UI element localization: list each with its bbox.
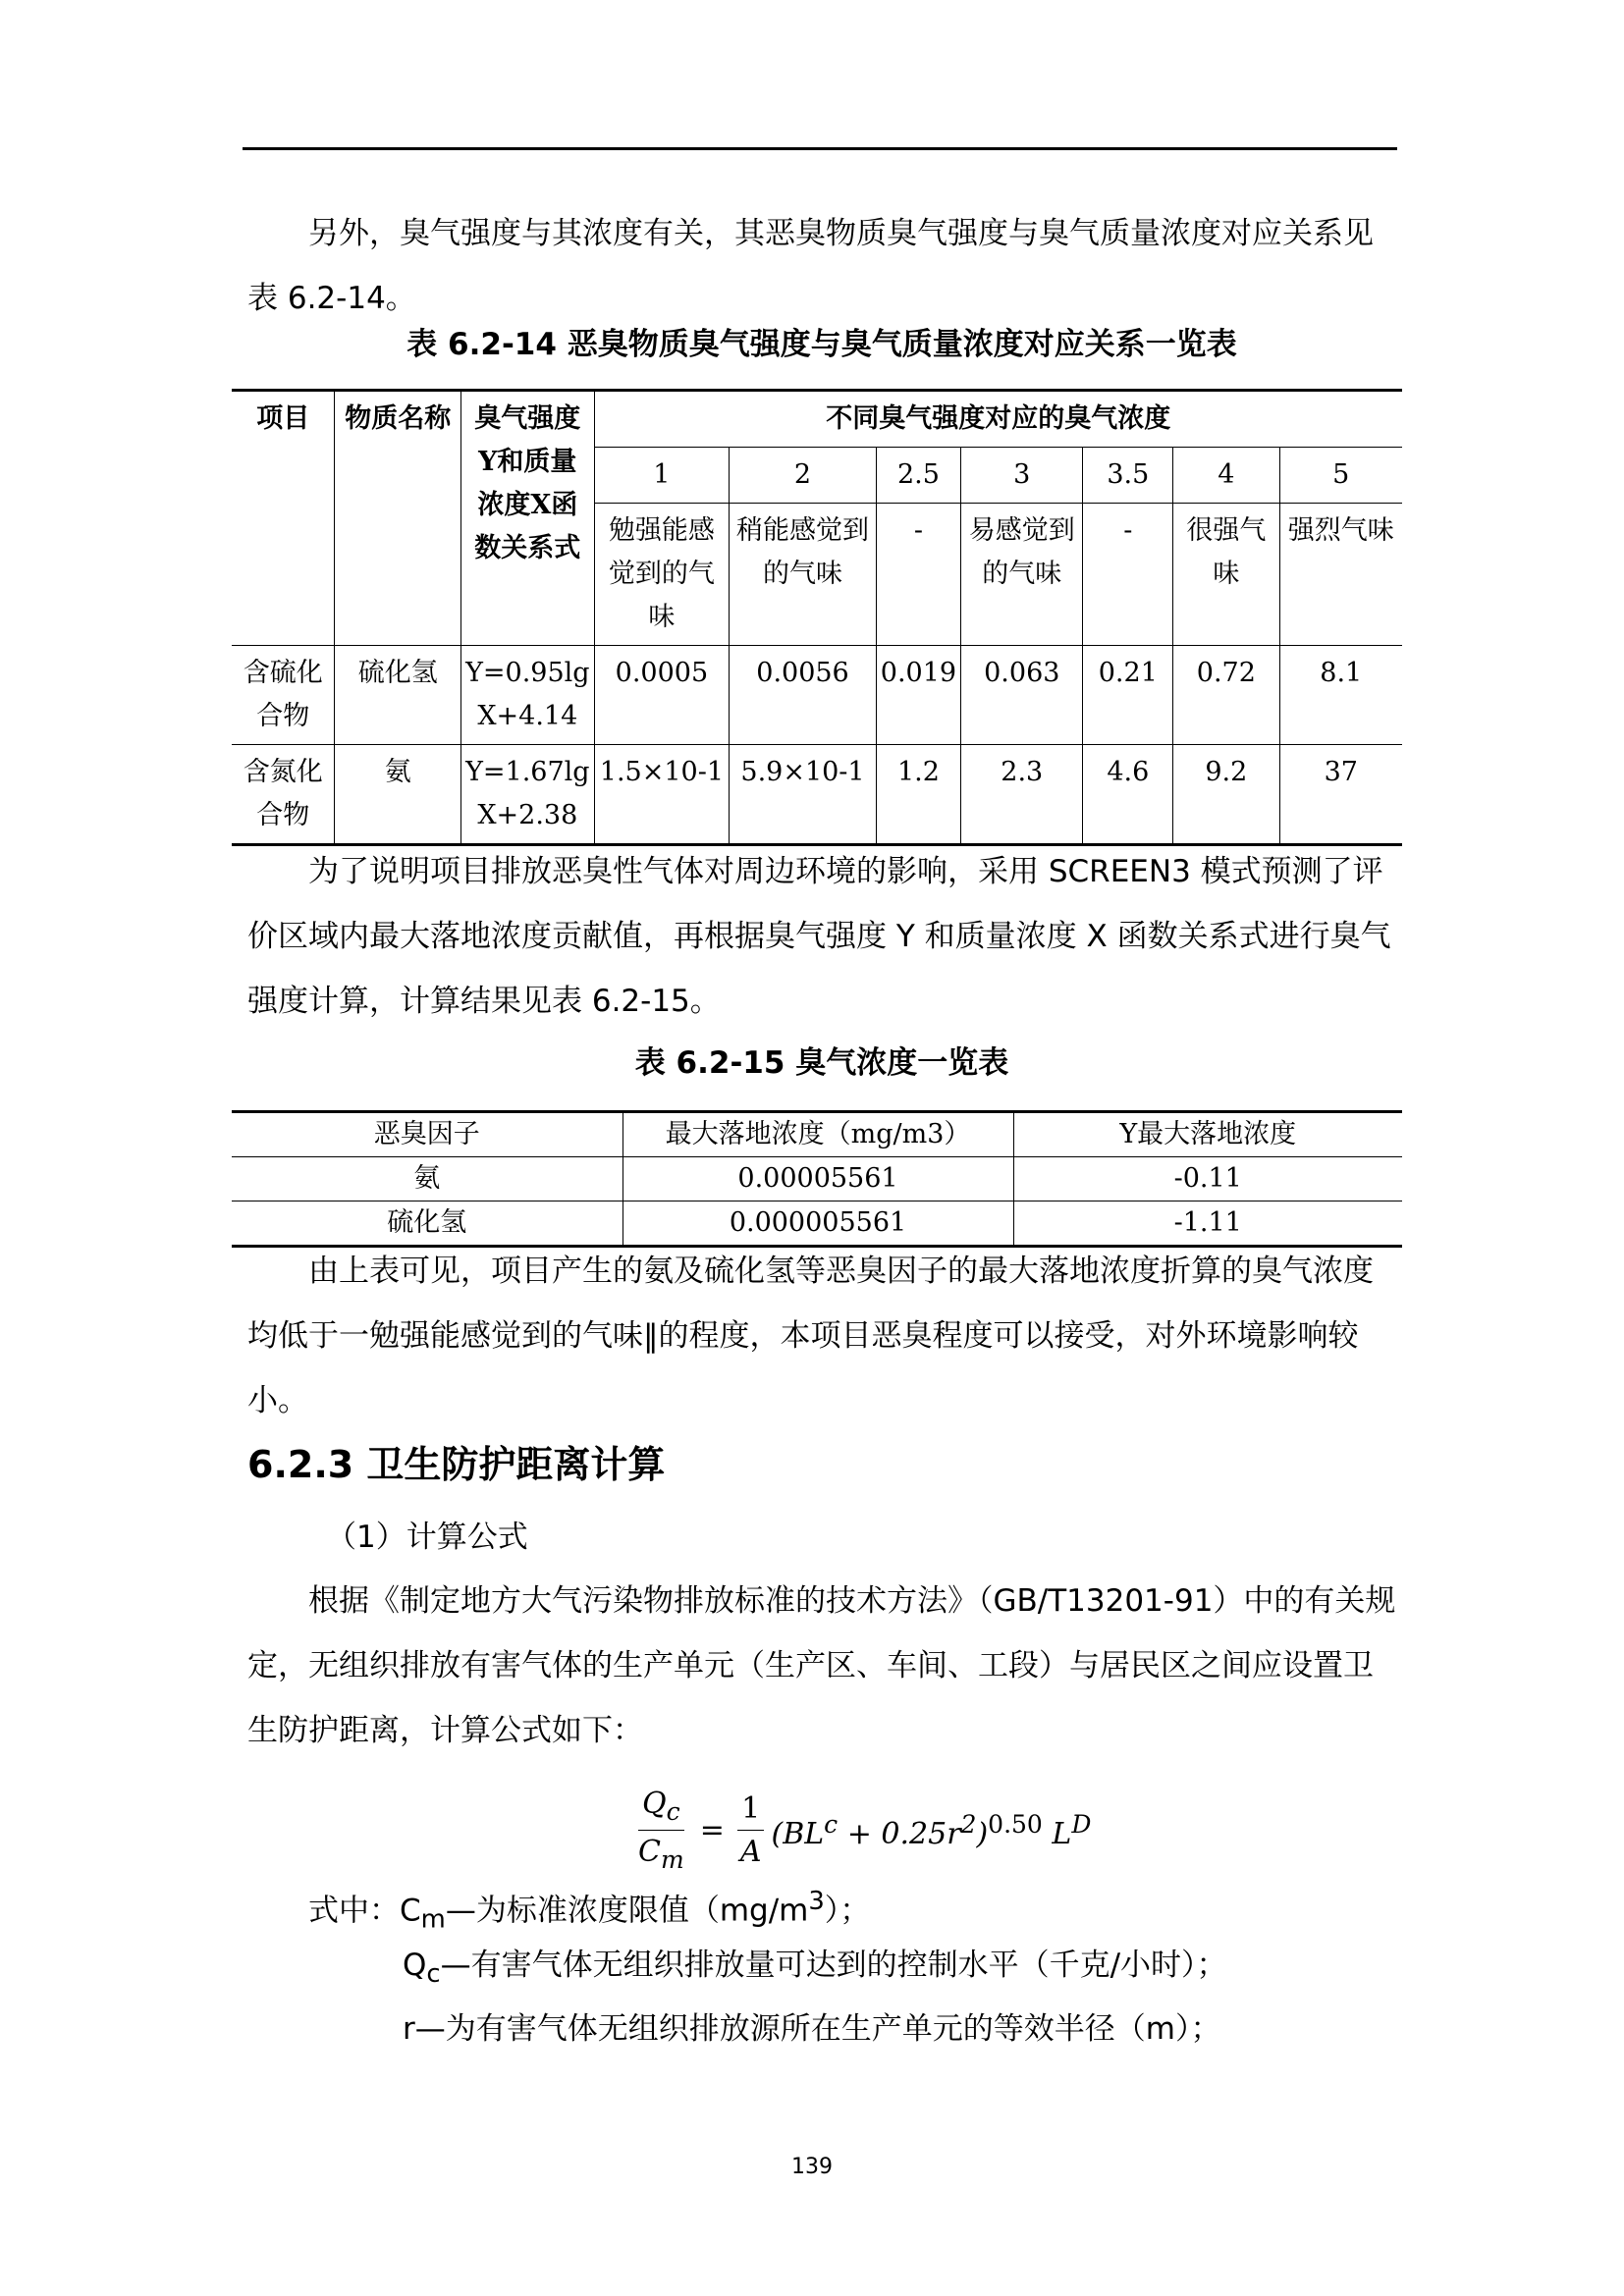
table-row <box>232 745 1402 845</box>
description-cell: 勉强能感觉到的气味 <box>594 504 730 646</box>
description-cell: 稍能感觉到的气味 <box>730 504 877 646</box>
odor-intensity-table <box>232 389 1402 846</box>
paragraph-conclusion: 由上表可见，项目产生的氨及硫化氢等恶臭因子的最大落地浓度折算的臭气浓度均低于一勉强能感觉到的气味‖的程度，本项目恶臭程度可以接受，对外环境影响较小。 <box>247 1254 1374 1418</box>
value-cell: 0.21 <box>1083 646 1173 745</box>
value-cell: 8.1 <box>1279 646 1402 745</box>
definition-cm: 式中：$C_m—$为标准浓度限值$(mg/m^3)$； <box>308 1887 871 1935</box>
factor-cell: 氨 <box>232 1157 623 1201</box>
row-relation: Y=1.67lg X+2.38 <box>461 745 594 845</box>
odor-concentration-table <box>232 1110 1402 1248</box>
header-y-value: Y最大落地浓度 <box>1013 1112 1402 1157</box>
definition-r: r—为有害气体无组织排放源所在生产单元的等效半径（m）； <box>403 2011 1221 2047</box>
paragraph-screen3: 为了说明项目排放恶臭性气体对周边环境的影响，采用 SCREEN3 模式预测了评价区域内最大落地浓度贡献值，再根据臭气强度 Y 和质量浓度 X 函数关系式进行臭气强度计算，计算结果见表 6.2-15。 <box>247 854 1391 1019</box>
row-substance: 硫化氢 <box>335 646 461 745</box>
definition-qc: $Q_c—$有害气体无组织排放量可达到的控制水平（千克/小时）； <box>403 1948 1227 1990</box>
header-max-concentration: 最大落地浓度（mg/m3） <box>623 1112 1013 1157</box>
concentration-cell: 0.00005561 <box>623 1157 1013 1201</box>
value-cell: 2.3 <box>961 745 1083 845</box>
row-relation: Y=0.95lg X+4.14 <box>461 646 594 745</box>
section-heading: 6.2.3 卫生防护距离计算 <box>247 1443 666 1486</box>
formula-rhs-fraction: $\frac{1}{A}$ <box>736 1791 766 1869</box>
level-cell: 3.5 <box>1083 448 1173 504</box>
description-cell: - <box>1083 504 1173 646</box>
formula-lhs-fraction: $\frac{Q_c}{C_m}$ <box>638 1787 684 1874</box>
description-cell: 很强气味 <box>1173 504 1279 646</box>
paragraph-intro: 另外，臭气强度与其浓度有关，其恶臭物质臭气强度与臭气质量浓度对应关系见表 6.2-14。 <box>247 216 1374 316</box>
row-item: 含硫化合物 <box>232 646 335 745</box>
level-cell: 4 <box>1173 448 1279 504</box>
value-cell: 37 <box>1279 745 1402 845</box>
formula-body: $(BL^c + 0.25r^2)^{0.50}$ $L^D$ <box>771 1809 1092 1851</box>
header-factor: 恶臭因子 <box>232 1112 623 1157</box>
table-caption-6-2-14: 表 6.2-14 恶臭物质臭气强度与臭气质量浓度对应关系一览表 <box>406 327 1237 362</box>
value-cell: 0.0056 <box>730 646 877 745</box>
header-concentration-group: 不同臭气强度对应的臭气浓度 <box>594 391 1402 448</box>
description-cell: 强烈气味 <box>1279 504 1402 646</box>
row-substance: 氨 <box>335 745 461 845</box>
level-cell: 1 <box>594 448 730 504</box>
table-caption-6-2-15: 表 6.2-15 臭气浓度一览表 <box>634 1045 1009 1081</box>
value-cell: 9.2 <box>1173 745 1279 845</box>
value-cell: 4.6 <box>1083 745 1173 845</box>
value-cell: 0.0005 <box>594 646 730 745</box>
row-item: 含氮化合物 <box>232 745 335 845</box>
description-cell: 易感觉到的气味 <box>961 504 1083 646</box>
value-cell: 0.063 <box>961 646 1083 745</box>
level-cell: 2 <box>730 448 877 504</box>
value-cell: 1.5×10-1 <box>594 745 730 845</box>
value-cell: 5.9×10-1 <box>730 745 877 845</box>
description-cell: - <box>876 504 960 646</box>
header-item: 项目 <box>232 391 335 646</box>
header-rule <box>243 147 1397 150</box>
sub-item-formula: （1）计算公式 <box>326 1520 528 1555</box>
level-cell: 2.5 <box>876 448 960 504</box>
factor-cell: 硫化氢 <box>232 1201 623 1247</box>
level-cell: 5 <box>1279 448 1402 504</box>
table-row <box>232 1157 1402 1201</box>
level-cell: 3 <box>961 448 1083 504</box>
value-cell: 0.019 <box>876 646 960 745</box>
value-cell: 0.72 <box>1173 646 1279 745</box>
header-substance: 物质名称 <box>335 391 461 646</box>
header-relation: 臭气强度Y和质量浓度X函数关系式 <box>461 391 594 646</box>
y-cell: -1.11 <box>1013 1201 1402 1247</box>
y-cell: -0.11 <box>1013 1157 1402 1201</box>
table-row <box>232 646 1402 745</box>
concentration-cell: 0.000005561 <box>623 1201 1013 1247</box>
value-cell: 1.2 <box>876 745 960 845</box>
page-number: 139 <box>791 2155 833 2179</box>
protection-distance-formula: $\frac{Q_c}{C_m}$ = $\frac{1}{A}$ $(BL^c + 0.25r^2)^{0.50}$ $L^D$ <box>628 1787 1091 1874</box>
paragraph-regulation: 根据《制定地方大气污染物排放标准的技术方法》（GB/T13201-91）中的有关规定，无组织排放有害气体的生产单元（生产区、车间、工段）与居民区之间应设置卫生防护距离，计算公式如下： <box>247 1583 1396 1748</box>
